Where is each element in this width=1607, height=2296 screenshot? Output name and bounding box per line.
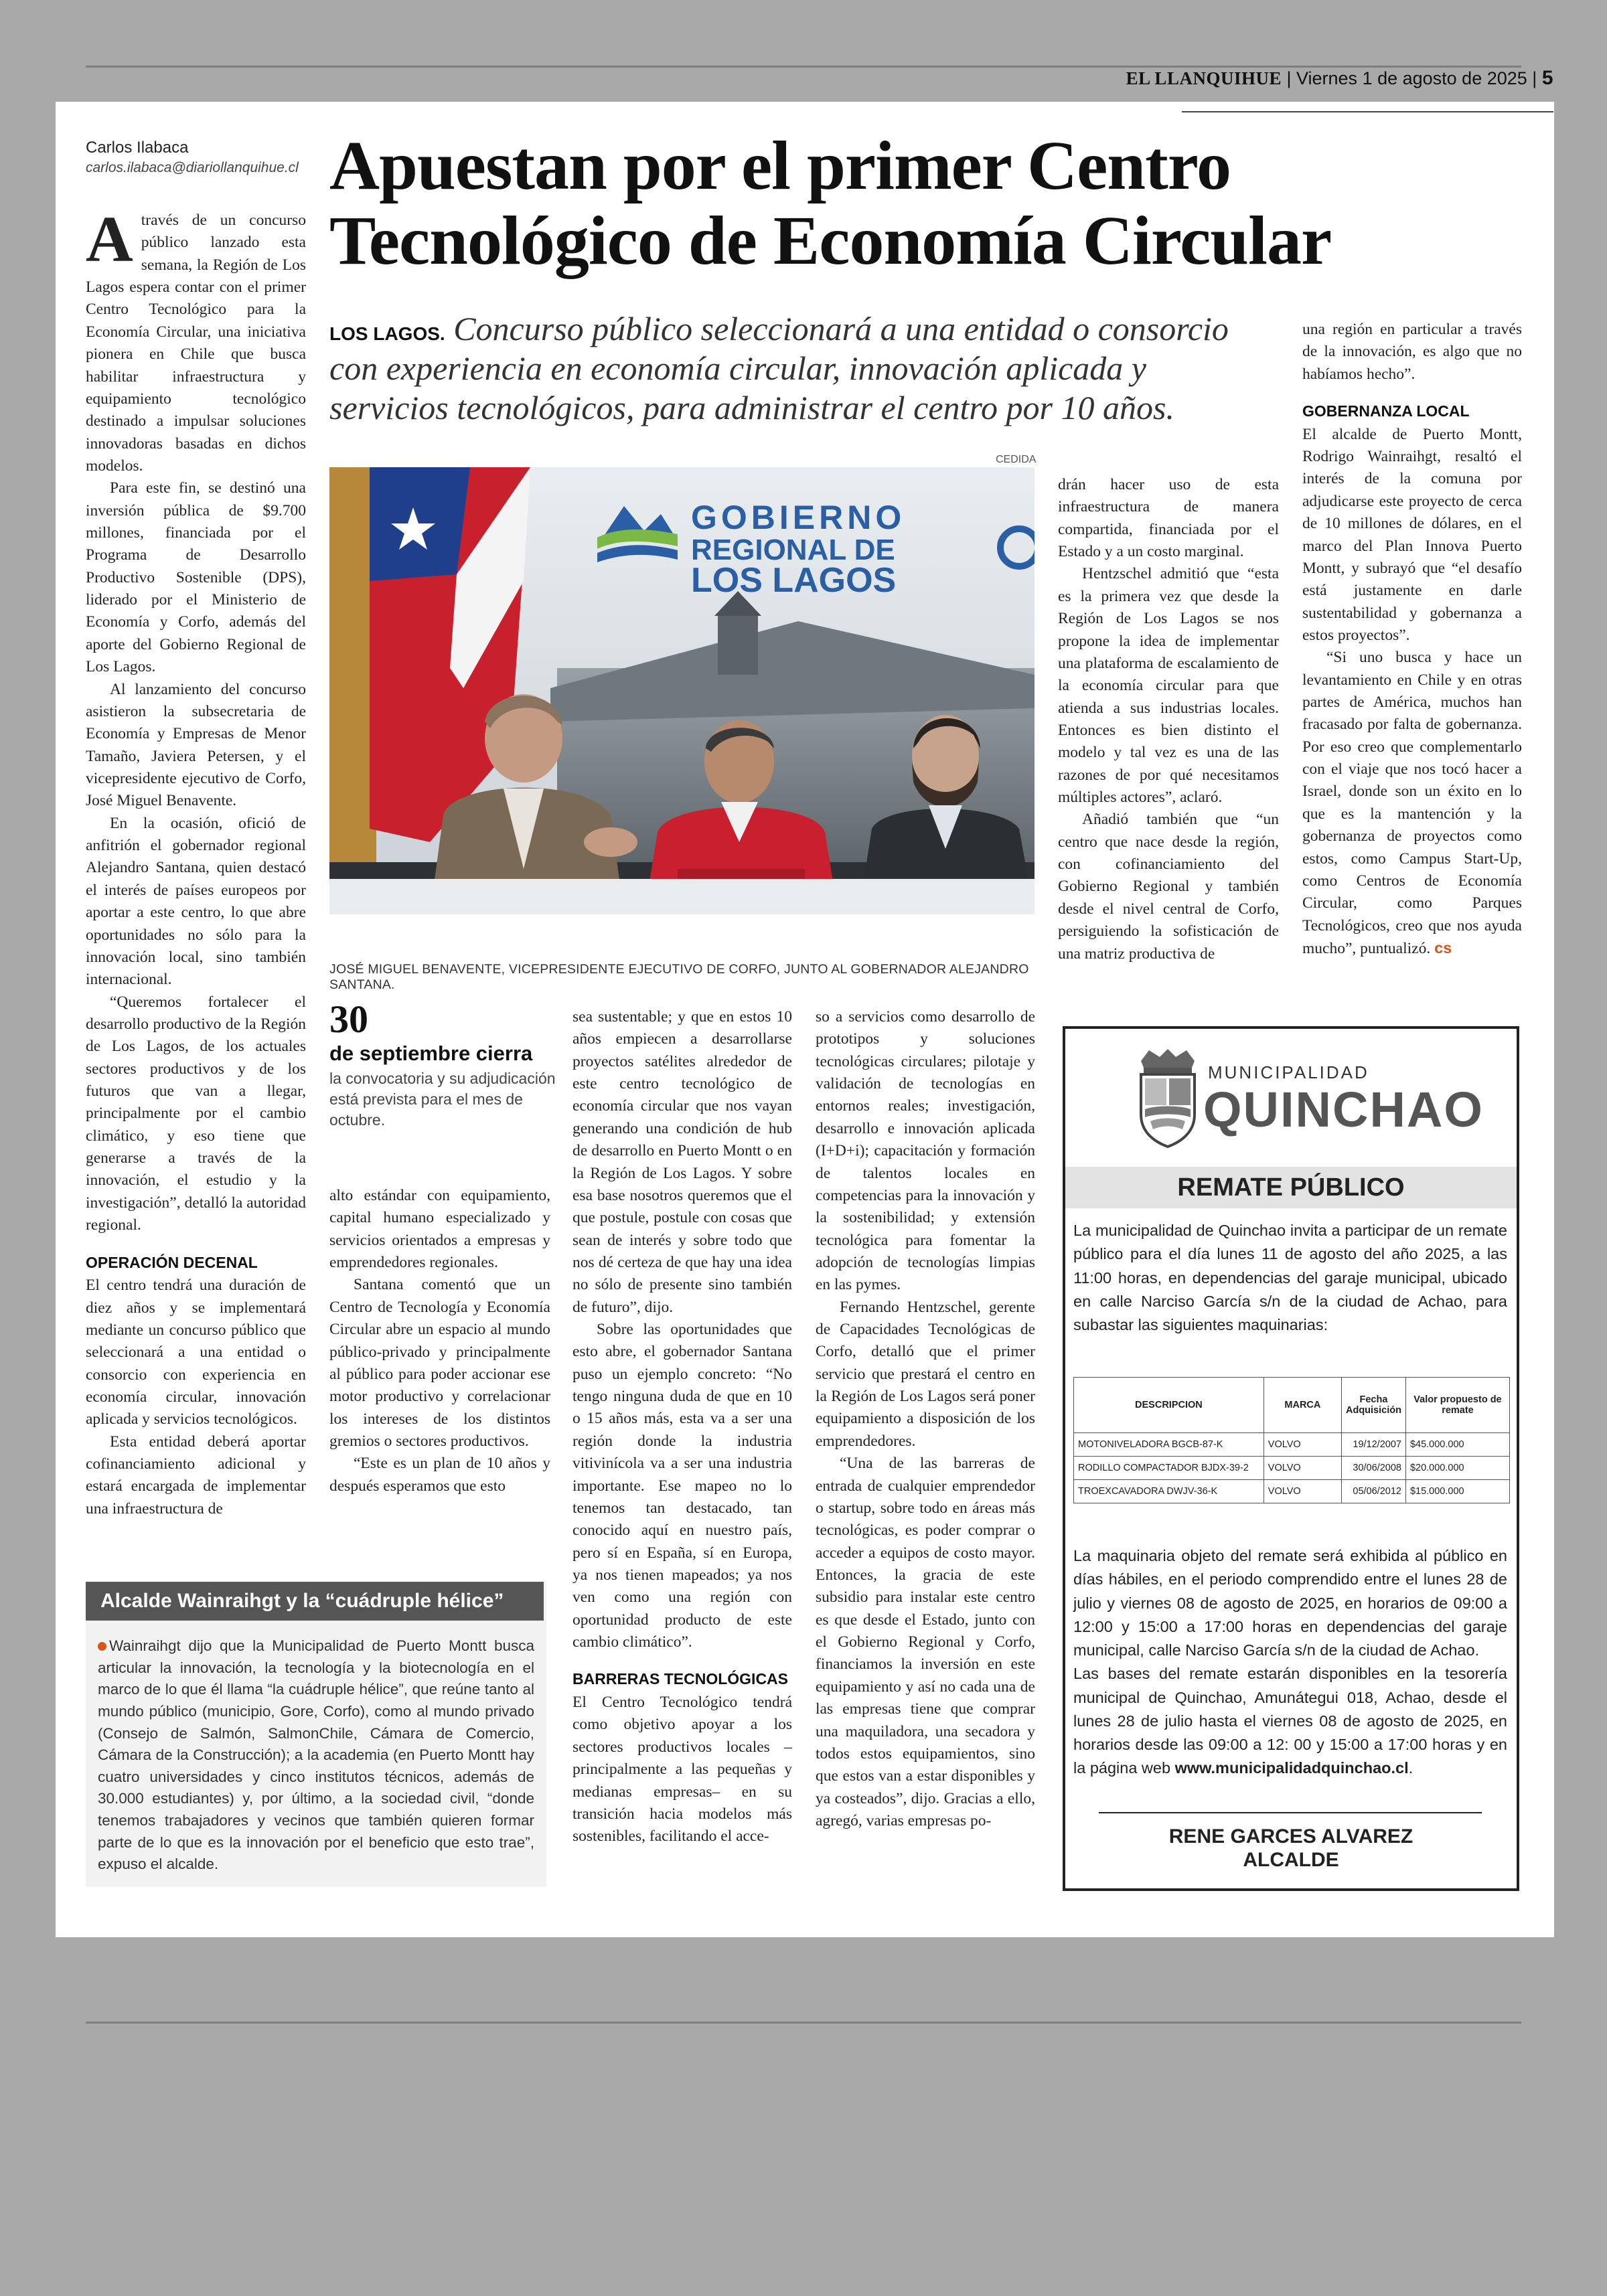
paragraph: Santana comentó que un Centro de Tecnología y Economía Circular abre un espacio al mundo público-privado y principalmente al público para poder accionar ese motor productivo y correlacionar los intereses de los distintos gremios o sectores productivos. xyxy=(329,1276,550,1450)
paragraph: través de un concurso público lanzado esta semana, la Región de Los Lagos espera contar con el primer Centro Tecnológico para la Economía Circular, una iniciativa pionera en Chile que busca habilitar infraestructura y equipamiento tecnológico destinado a impulsar soluciones innovadoras basadas en dichos modelos. xyxy=(86,212,306,475)
paragraph: “Una de las barreras de entrada de cualquier emprendedor o startup, sobre todo en áreas más tecnológicas, es poder comprar o acceder a equipos de costo mayor. Entonces, la gracia de este subsidio para instalar este centro es que desde el Estado, junto con el Gobierno Regional y Corfo, financiamos la inversión en este equipamiento y así no cada una de las empresas tiene que comprar una maquiladora, una secadora y todos estos equipamientos, sino que estos van a estar disponibles y ya costeados”, dijo. Gracias a ello, agregó, varias empresas po- xyxy=(816,1455,1035,1829)
banner-line-3: LOS LAGOS xyxy=(691,561,897,600)
end-mark: cs xyxy=(1434,939,1452,957)
signature-block xyxy=(1065,1825,1517,1872)
banner-line-2: REGIONAL DE xyxy=(691,534,895,566)
paragraph: Fernando Hentzschel, gerente de Capacidades Tecnológicas de Corfo, detalló que el primer servicio que prestará el centro en la Región de Los Lagos será poner equipamiento a disposición de los emprendedores. xyxy=(816,1298,1035,1450)
headline-line-1: Apuestan por el primer Centro xyxy=(329,127,1231,204)
article-column-4-top xyxy=(1058,474,1279,965)
subheading-operacion-decenal: OPERACIÓN DECENAL xyxy=(86,1253,258,1271)
sidebar-body xyxy=(98,1635,534,1876)
fact-number: 30 xyxy=(329,997,368,1041)
article-column-3 xyxy=(572,1006,792,1848)
quinchao-crest-icon xyxy=(1136,1048,1200,1148)
table-header: Fecha Adquisición xyxy=(1341,1378,1405,1433)
article-column-5 xyxy=(1302,319,1522,960)
table-row xyxy=(1074,1480,1510,1503)
bullet-icon xyxy=(98,1642,106,1651)
table-cell: VOLVO xyxy=(1264,1480,1341,1503)
lede-kicker: LOS LAGOS. xyxy=(329,323,445,344)
table-header: DESCRIPCION xyxy=(1074,1378,1264,1433)
bottom-rule xyxy=(86,2022,1521,2024)
byline xyxy=(86,139,313,176)
sidebar-box xyxy=(86,1582,546,1887)
table-row xyxy=(1074,1433,1510,1457)
fact-box xyxy=(329,997,557,1131)
paragraph: sea sustentable; y que en estos 10 años empiecen a desarrollarse proyectos satélites alrededor de este centro tecnológico de economía circular que nos vayan generando una condición de hub de desarrollo en Puerto Montt o en la Región de Los Lagos. Y sobre esa base nosotros queremos que el que postule, postule con cosas que sean de interés y sobre todo que nos dé certeza de que hay una idea no sólo de presente sino también de futuro”, dijo. xyxy=(572,1008,792,1316)
table-cell: RODILLO COMPACTADOR BJDX-39-2 xyxy=(1074,1457,1264,1480)
author-email: carlos.ilabaca@diariollanquihue.cl xyxy=(86,160,299,175)
paragraph: drán hacer uso de esta infraestructura de manera compartida, financiada por el Estado y a un costo marginal. xyxy=(1058,476,1279,561)
ad-bases-text xyxy=(1073,1662,1507,1780)
page-number: 5 xyxy=(1541,67,1553,89)
header-rule xyxy=(1182,111,1553,112)
paragraph: Hentzschel admitió que “esta es la primera vez que desde la Región de Los Lagos se nos propone la idea de implementar una plataforma de escalamiento de la economía circular para que atienda a sus industrias locales. Entonces es bien distinto el modelo y tal vez es una de las razones de por qué necesitamos múltiples actores”, aclaró. xyxy=(1058,565,1279,807)
bases-text: Las bases del remate estarán disponibles en la tesorería municipal de Quinchao, Amunátegui 018, Achao, desde el lunes 28 de julio hasta el viernes 08 de agosto de 2025, en horarios desde las 09:00 a 12: 00 y 15:00 a 17:00 horas y en la página web xyxy=(1073,1665,1507,1777)
dropcap: A xyxy=(86,203,133,276)
signer-name: RENE GARCES ALVAREZ xyxy=(1168,1825,1413,1848)
author-name: Carlos Ilabaca xyxy=(86,139,189,157)
article-column-2 xyxy=(329,1185,550,1497)
paragraph: Sobre las oportunidades que esto abre, el gobernador Santana puso un ejemplo concreto: “No tengo ninguna duda de que en 10 o 15 años más, esta va a ser una región donde la industria vitivinícola va a ser una industria importante. Ese mapeo no lo tenemos tan destacado, tan conocido aquí en nuestro país, pero sí en España, sí en Europa, ya nos tienen mapeados; ya nos ven como una región con oportunidad producto de este cambio climático”. xyxy=(572,1321,792,1651)
paragraph: En la ocasión, ofició de anfitrión el gobernador regional Alejandro Santana, quien destacó el interés de países europeos por aportar a este centro, lo que abre oportunidades no sólo para la innovación local, sino también internacional. xyxy=(86,814,306,989)
paragraph: Para este fin, se destinó una inversión pública de $9.700 millones, financiada por el Programa de Desarrollo Productivo Sostenible (DPS), liderado por el Ministerio de Economía y Corfo, además del aporte del Gobierno Regional de Los Lagos. xyxy=(86,479,306,676)
article-photo xyxy=(329,467,1035,914)
article-column-1 xyxy=(86,203,306,1520)
article-column-4-bottom xyxy=(816,1006,1035,1832)
paragraph: El alcalde de Puerto Montt, Rodrigo Wainraihgt, resaltó el interés de la comuna por adjudicarse este proyecto de cerca de 10 millones de dólares, en el marco del Plan Innova Puerto Montt, y subrayó que “el desafío está justamente en darle sustentabilidad y gobernanza a estos proyectos”. xyxy=(1302,425,1522,644)
fact-title: de septiembre cierra xyxy=(329,1042,533,1065)
paragraph: una región en particular a través de la innovación, es algo que no habíamos hecho”. xyxy=(1302,321,1522,383)
table-cell: 19/12/2007 xyxy=(1341,1433,1405,1457)
paragraph: Al lanzamiento del concurso asistieron la subsecretaria de Economía y Empresas de Menor Tamaño, Javiera Petersen, y el vicepresidente ejecutivo de Corfo, José Miguel Benavente. xyxy=(86,680,306,810)
paragraph-text: “Si uno busca y hace un levantamiento en Chile y en otras partes de América, muchos han fracasado por falta de gobernanza. Por eso creo que complementarlo con el viaje que nos tocó hacer a Israel, donde son un éxito en lo que es la mantención y la gobernanza de proyectos como estos, como Campus Start-Up, como Centros de Economía Circular, como Parques Tecnológicos, creo que nos ayuda mucho”, puntualizó. xyxy=(1302,649,1522,957)
signer-title: ALCALDE xyxy=(1243,1848,1339,1871)
paragraph: alto estándar con equipamiento, capital humano especializado y servicios orientados a empresas y emprendedores regionales. xyxy=(329,1187,550,1272)
banner-line-1: GOBIERNO xyxy=(691,499,906,536)
table-cell: VOLVO xyxy=(1264,1433,1341,1457)
headline-line-2: Tecnológico de Economía Circular xyxy=(329,202,1332,280)
website-link[interactable]: www.municipalidadquinchao.cl xyxy=(1174,1759,1409,1777)
table-cell: $15.000.000 xyxy=(1405,1480,1509,1503)
paragraph xyxy=(1302,647,1522,960)
paragraph: Esta entidad deberá aportar cofinanciamiento adicional y estará encargada de implementar una infraestructura de xyxy=(86,1432,306,1518)
table-cell: MOTONIVELADORA BGCB-87-K xyxy=(1074,1433,1264,1457)
muni-name: QUINCHAO xyxy=(1203,1082,1484,1137)
table-cell: VOLVO xyxy=(1264,1457,1341,1480)
paragraph: El Centro Tecnológico tendrá como objetivo apoyar a los sectores productivos locales –principalmente a las pequeñas y medianas empresas– en su transición hacia modelos más sostenibles, facilitando el acce- xyxy=(572,1694,792,1846)
paragraph: El centro tendrá una duración de diez años y se implementará mediante un concurso público que seleccionará a una entidad o consorcio con experiencia en economía circular, innovación aplicada y servicios tecnológicos. xyxy=(86,1277,306,1428)
table-cell: $20.000.000 xyxy=(1405,1457,1509,1480)
table-header-row xyxy=(1074,1378,1510,1433)
ad-exhibit-text: La maquinaria objeto del remate será exhibida al público en días hábiles, en el periodo comprendido entre el lunes 28 de julio y viernes 08 de agosto de 2025, en horarios de 09:00 a 12:00 y 15:00 a 17:00 horas en dependencias del garaje municipal, calle Narciso García s/n de la ciudad de Achao. xyxy=(1073,1547,1507,1659)
table-header: Valor propuesto de remate xyxy=(1405,1378,1509,1433)
signature-line xyxy=(1099,1812,1482,1813)
paragraph: Añadió también que “un centro que nace desde la región, con cofinanciamiento del Gobierno Regional y también desde el nivel central de Corfo, persiguiendo la sofisticación de una matriz productiva de xyxy=(1058,811,1279,963)
sidebar-text: Wainraihgt dijo que la Municipalidad de Puerto Montt busca articular la innovación, la tecnología y la biotecnología en el marco de lo que él llama “la cuádruple hélice”, que reúne tanto al mundo público (municipio, Gore, Corfo), como al mundo privado (Consejo de Salmón, SalmonChile, Cámara de Comercio, Cámara de la Construcción); a la academia (en Puerto Montt hay cuatro universidades y cinco institutos técnicos, además de 30.000 estudiantes) y, por último, a la sociedad civil, “donde tenemos trabajadores y vecinos que también quieren formar parte de lo que es la innovación por el beneficio que esto trae”, expuso el alcalde. xyxy=(98,1637,534,1873)
paper-name: EL LLANQUIHUE xyxy=(1126,68,1282,88)
fact-text: la convocatoria y su adjudicación está prevista para el mes de octubre. xyxy=(329,1070,556,1129)
header-dateline: | Viernes 1 de agosto de 2025 | xyxy=(1286,68,1537,88)
sidebar-title: Alcalde Wainraihgt y la “cuádruple hélice” xyxy=(86,1582,544,1621)
headline xyxy=(329,129,1528,279)
paragraph: so a servicios como desarrollo de prototipos y soluciones tecnológicas circulares; pilotaje y validación de tecnologías en entornos reales; investigación, desarrollo e innovación aplicada (I+D+i); capacitación y formación de talentos locales en competencias para la innovación y la sostenibilidad; y extensión tecnológica para fomentar la adopción de tecnologías limpias en las pymes. xyxy=(816,1008,1035,1294)
bases-end: . xyxy=(1408,1759,1413,1777)
photo-caption: JOSÉ MIGUEL BENAVENTE, VICEPRESIDENTE EJECUTIVO DE CORFO, JUNTO AL GOBERNADOR ALEJANDRO SANTANA. xyxy=(329,962,1029,992)
table-header: MARCA xyxy=(1264,1378,1341,1433)
table-cell: 30/06/2008 xyxy=(1341,1457,1405,1480)
table-cell: TROEXCAVADORA DWJV-36-K xyxy=(1074,1480,1264,1503)
muni-label: MUNICIPALIDAD xyxy=(1208,1062,1369,1082)
subheading-gobernanza-local: GOBERNANZA LOCAL xyxy=(1302,402,1470,420)
lede xyxy=(329,309,1267,428)
table-cell: 05/06/2012 xyxy=(1341,1480,1405,1503)
ad-details xyxy=(1073,1544,1507,1781)
lede-text: Concurso público seleccionará a una entidad o consorcio con experiencia en economía circular, innovación aplicada y servicios tecnológicos, para administrar el centro por 10 años. xyxy=(329,310,1229,426)
ad-banner: REMATE PÚBLICO xyxy=(1065,1167,1517,1208)
subheading-barreras-tecnologicas: BARRERAS TECNOLÓGICAS xyxy=(572,1670,789,1688)
page-header xyxy=(1126,67,1553,90)
table-cell: $45.000.000 xyxy=(1405,1433,1509,1457)
photo-credit: CEDIDA xyxy=(996,454,1037,465)
paragraph: “Este es un plan de 10 años y después esperamos que esto xyxy=(329,1455,550,1495)
paragraph: “Queremos fortalecer el desarrollo productivo de la Región de Los Lagos, de los actuales sectores productivos y de los futuros que van a llegar, principalmente por el cambio climático, y eso tiene que generarse a través de la innovación, el estudio y la investigación”, detalló la autoridad regional. xyxy=(86,993,306,1234)
ad-intro: La municipalidad de Quinchao invita a participar de un remate público para el día lunes 11 de agosto del año 2025, a las 11:00 horas, en dependencias del garaje municipal, ubicado en calle Narciso García s/n de la ciudad de Achao, para subastar las siguientes maquinarias: xyxy=(1073,1222,1507,1333)
photo-illustration xyxy=(329,467,1035,914)
table-row xyxy=(1074,1457,1510,1480)
remate-ad xyxy=(1063,1026,1519,1891)
machinery-table xyxy=(1073,1377,1510,1503)
